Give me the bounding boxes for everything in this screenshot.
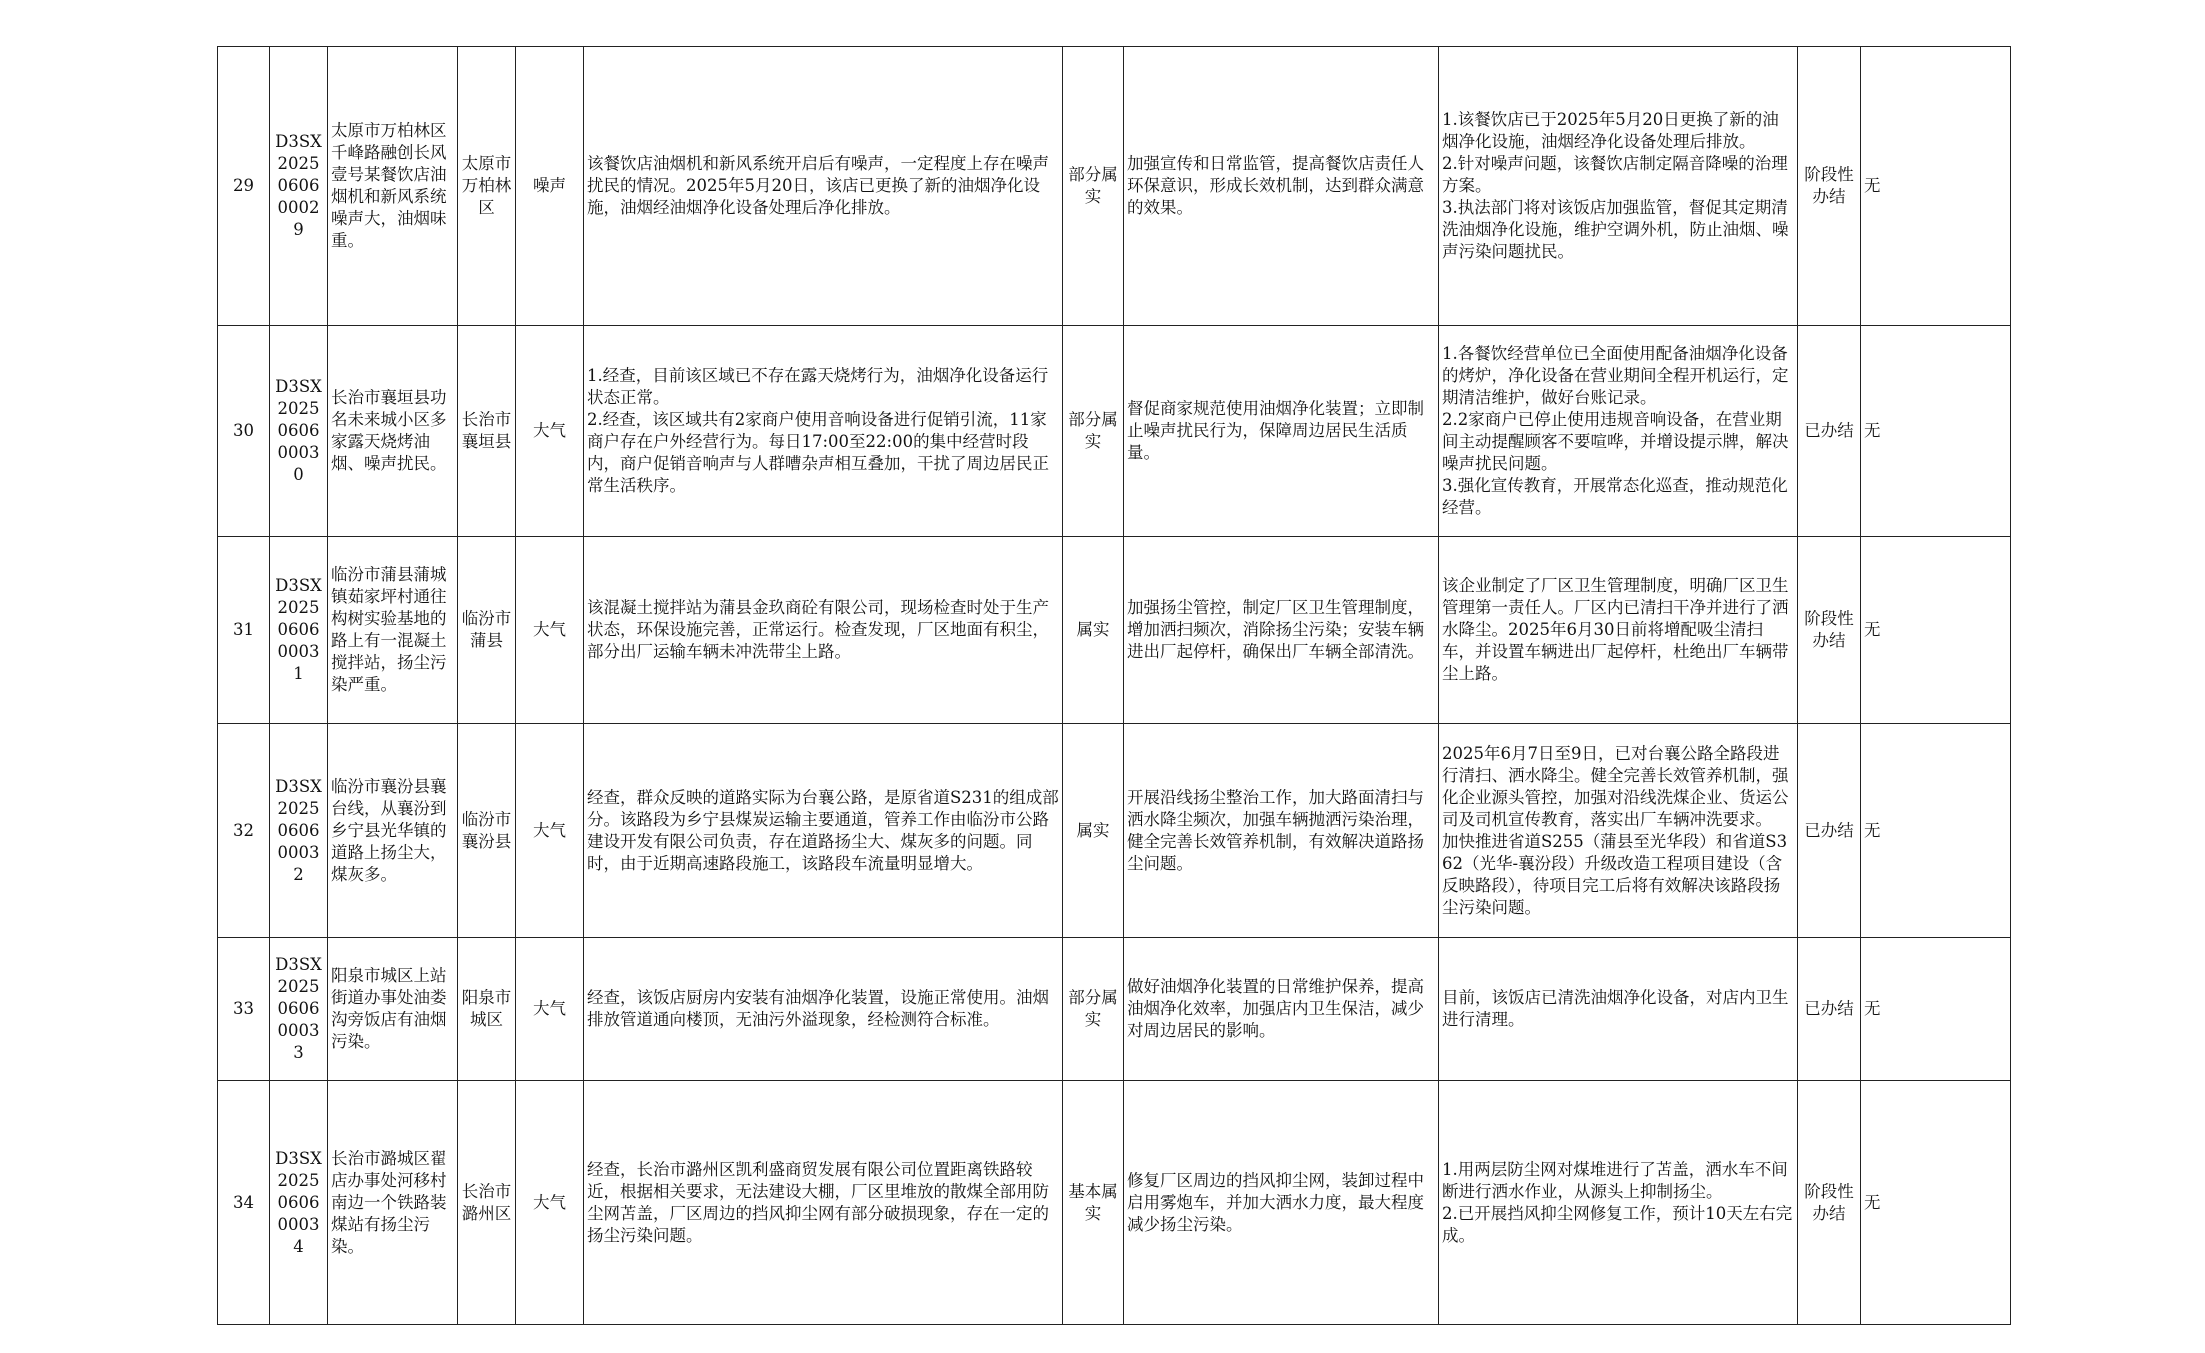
- verdict: 部分属实: [1063, 938, 1124, 1081]
- rectification-status: 目前，该饭店已清洗油烟净化设备，对店内卫生进行清理。: [1439, 938, 1798, 1081]
- row-number: 32: [218, 724, 270, 938]
- case-status: 阶段性办结: [1798, 47, 1861, 326]
- row-number: 33: [218, 938, 270, 1081]
- row-number: 31: [218, 537, 270, 724]
- pollution-type: 噪声: [516, 47, 584, 326]
- rectification-text: 1.该餐饮店已于2025年5月20日更换了新的油烟净化设施，油烟经净化设备处理后排放。 2.针对噪声问题，该餐饮店制定隔音降噪的治理方案。 3.执法部门将对该饭店加强监管，督促其定期清洗油烟净化设施，维护空调外机，防止油烟、噪声污染问题扰民。: [1442, 110, 1789, 261]
- verdict: 部分属实: [1063, 326, 1124, 537]
- investigation-result: 经查，群众反映的道路实际为台襄公路，是原省道S231的组成部分。该路段为乡宁县煤炭运输主要通道，管养工作由临汾市公路建设开发有限公司负责，存在道路扬尘大、煤灰多的问题。同时，由于近期高速路段施工，该路段车流量明显增大。: [584, 724, 1063, 938]
- table-row: [218, 938, 2011, 1081]
- verdict: 属实: [1063, 537, 1124, 724]
- admin-area: 阳泉市城区: [458, 938, 516, 1081]
- complaint-content: 长治市潞城区翟店办事处河移村南边一个铁路装煤站有扬尘污染。: [328, 1081, 458, 1325]
- complaint-table: [217, 46, 2011, 1325]
- handling-requirement: 修复厂区周边的挡风抑尘网，装卸过程中启用雾炮车，并加大洒水力度，最大程度减少扬尘污染。: [1124, 1081, 1439, 1325]
- admin-area: 长治市襄垣县: [458, 326, 516, 537]
- rectification-text: 2025年6月7日至9日，已对台襄公路全路段进行清扫、洒水降尘。健全完善长效管养机制，强化企业源头管控，加强对沿线洗煤企业、货运公司及司机宣传教育，落实出厂车辆冲洗要求。 加快推进省道S255（蒲县至光华段）和省道S362（光华-襄汾段）升级改造工程项目建设（含反映路段），待项目完工后将有效解决该路段扬尘污染问题。: [1442, 743, 1789, 917]
- row-number: 30: [218, 326, 270, 537]
- rectification-status: [1439, 47, 1798, 326]
- accountability: 无: [1861, 47, 2011, 326]
- accountability: 无: [1861, 537, 2011, 724]
- accountability: 无: [1861, 724, 2011, 938]
- investigation-result: 经查，该饭店厨房内安装有油烟净化装置，设施正常使用。油烟排放管道通向楼顶，无油污外溢现象，经检测符合标准。: [584, 938, 1063, 1081]
- investigation-result: 该餐饮店油烟机和新风系统开启后有噪声，一定程度上存在噪声扰民的情况。2025年5月20日，该店已更换了新的油烟净化设施，油烟经油烟净化设备处理后净化排放。: [584, 47, 1063, 326]
- table-row: [218, 47, 2011, 326]
- investigation-result: 该混凝土搅拌站为蒲县金玖商砼有限公司，现场检查时处于生产状态，环保设施完善，正常运行。检查发现，厂区地面有积尘，部分出厂运输车辆未冲洗带尘上路。: [584, 537, 1063, 724]
- table-row: [218, 537, 2011, 724]
- handling-requirement: 加强扬尘管控，制定厂区卫生管理制度，增加洒扫频次，消除扬尘污染；安装车辆进出厂起停杆，确保出厂车辆全部清洗。: [1124, 537, 1439, 724]
- verdict: 属实: [1063, 724, 1124, 938]
- rectification-text: 1.用两层防尘网对煤堆进行了苫盖，洒水车不间断进行洒水作业，从源头上抑制扬尘。 2.已开展挡风抑尘网修复工作，预计10天左右完成。: [1442, 1159, 1793, 1245]
- complaint-content: 太原市万柏林区千峰路融创长风壹号某餐饮店油烟机和新风系统噪声大，油烟味重。: [328, 47, 458, 326]
- rectification-status: [1439, 1081, 1798, 1325]
- case-status: 阶段性办结: [1798, 537, 1861, 724]
- investigation-result: 经查，长治市潞州区凯利盛商贸发展有限公司位置距离铁路较近，根据相关要求，无法建设大棚，厂区里堆放的散煤全部用防尘网苫盖，厂区周边的挡风抑尘网有部分破损现象，存在一定的扬尘污染问题。: [584, 1081, 1063, 1325]
- table-row: [218, 326, 2011, 537]
- case-status: 已办结: [1798, 326, 1861, 537]
- table-row: [218, 1081, 2011, 1325]
- case-code: D3SX2025060600030: [270, 326, 328, 537]
- accountability: 无: [1861, 1081, 2011, 1325]
- complaint-content: 临汾市襄汾县襄台线，从襄汾到乡宁县光华镇的道路上扬尘大，煤灰多。: [328, 724, 458, 938]
- case-status: 阶段性办结: [1798, 1081, 1861, 1325]
- pollution-type: 大气: [516, 537, 584, 724]
- case-code: D3SX2025060600031: [270, 537, 328, 724]
- accountability: 无: [1861, 938, 2011, 1081]
- row-number: 34: [218, 1081, 270, 1325]
- rectification-status: [1439, 724, 1798, 938]
- handling-requirement: 做好油烟净化装置的日常维护保养，提高油烟净化效率，加强店内卫生保洁，减少对周边居民的影响。: [1124, 938, 1439, 1081]
- handling-requirement: 督促商家规范使用油烟净化装置；立即制止噪声扰民行为，保障周边居民生活质量。: [1124, 326, 1439, 537]
- complaint-content: 长治市襄垣县功名未来城小区多家露天烧烤油烟、噪声扰民。: [328, 326, 458, 537]
- investigation-text: 1.经查，目前该区域已不存在露天烧烤行为，油烟净化设备运行状态正常。 2.经查，该区域共有2家商户使用音响设备进行促销引流，11家商户存在户外经营行为。每日17:00至22:00的集中经营时段内，商户促销音响声与人群嘈杂声相互叠加，干扰了周边居民正常生活秩序。: [587, 366, 1049, 495]
- rectification-status: [1439, 326, 1798, 537]
- pollution-type: 大气: [516, 938, 584, 1081]
- verdict: 基本属实: [1063, 1081, 1124, 1325]
- pollution-type: 大气: [516, 326, 584, 537]
- admin-area: 太原市万柏林区: [458, 47, 516, 326]
- case-status: 已办结: [1798, 938, 1861, 1081]
- pollution-type: 大气: [516, 724, 584, 938]
- rectification-status: 该企业制定了厂区卫生管理制度，明确厂区卫生管理第一责任人。厂区内已清扫干净并进行了洒水降尘。2025年6月30日前将增配吸尘清扫车，并设置车辆进出厂起停杆，杜绝出厂车辆带尘上路。: [1439, 537, 1798, 724]
- complaint-content: 临汾市蒲县蒲城镇茹家坪村通往构树实验基地的路上有一混凝土搅拌站，扬尘污染严重。: [328, 537, 458, 724]
- handling-requirement: 开展沿线扬尘整治工作，加大路面清扫与洒水降尘频次，加强车辆抛洒污染治理，健全完善长效管养机制，有效解决道路扬尘问题。: [1124, 724, 1439, 938]
- case-code: D3SX2025060600029: [270, 47, 328, 326]
- accountability: 无: [1861, 326, 2011, 537]
- row-number: 29: [218, 47, 270, 326]
- case-code: D3SX2025060600032: [270, 724, 328, 938]
- admin-area: 临汾市蒲县: [458, 537, 516, 724]
- case-code: D3SX2025060600034: [270, 1081, 328, 1325]
- verdict: 部分属实: [1063, 47, 1124, 326]
- pollution-type: 大气: [516, 1081, 584, 1325]
- investigation-result: [584, 326, 1063, 537]
- handling-requirement: 加强宣传和日常监管，提高餐饮店责任人环保意识，形成长效机制，达到群众满意的效果。: [1124, 47, 1439, 326]
- case-status: 已办结: [1798, 724, 1861, 938]
- admin-area: 临汾市襄汾县: [458, 724, 516, 938]
- admin-area: 长治市潞州区: [458, 1081, 516, 1325]
- rectification-text: 1.各餐饮经营单位已全面使用配备油烟净化设备的烤炉，净化设备在营业期间全程开机运行，定期清洁维护，做好台账记录。 2.2家商户已停止使用违规音响设备，在营业期间主动提醒顾客不要喧哗，并增设提示牌，解决噪声扰民问题。 3.强化宣传教育，开展常态化巡查，推动规范化经营。: [1442, 344, 1789, 517]
- table-row: [218, 724, 2011, 938]
- case-code: D3SX2025060600033: [270, 938, 328, 1081]
- complaint-content: 阳泉市城区上站街道办事处油娄沟旁饭店有油烟污染。: [328, 938, 458, 1081]
